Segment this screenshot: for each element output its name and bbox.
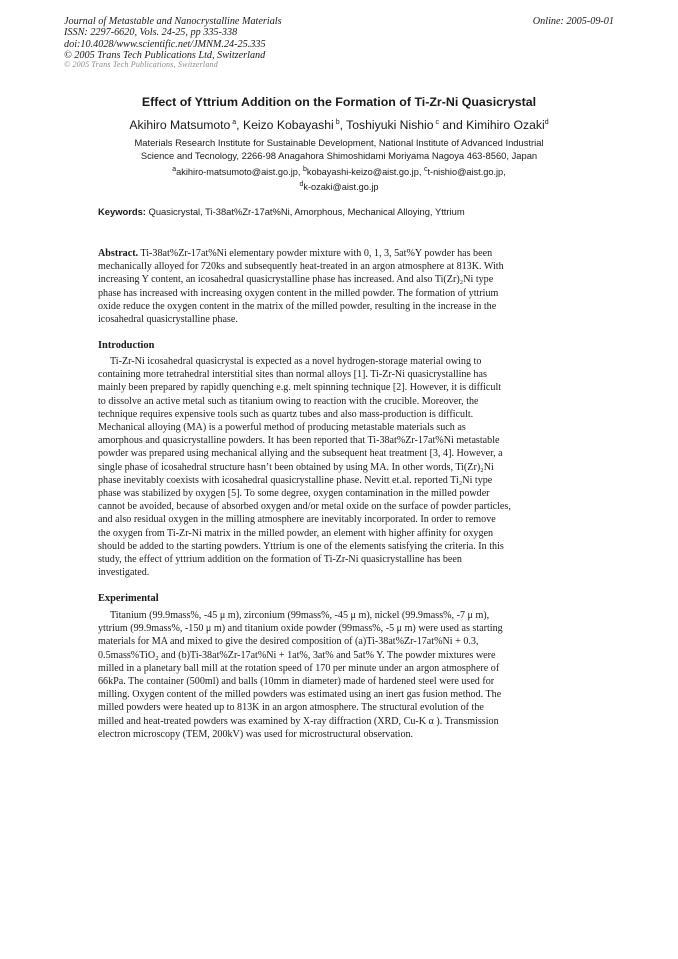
intro-line: the oxygen from Ti-Zr-Ni matrix in the milled powder, an element with higher affinity for oxygen xyxy=(98,527,494,539)
keywords xyxy=(98,206,598,217)
author-name: Akihiro Matsumoto xyxy=(129,118,231,132)
intro-line: single phase of icosahedral structure hasn’t been obtained by using MA. In other words, Ti(Zr)₂Ni xyxy=(98,461,494,473)
experimental-body xyxy=(98,609,542,741)
author-list: Akihiro Matsumoto $^a$, Keizo Kobayashi $^b$, Toshiyuki Nishio $^c$ and Kimihiro Ozaki$^d$ xyxy=(129,118,549,132)
online-date: Online: 2005-09-01 xyxy=(532,16,614,27)
author-name: Toshiyuki Nishio xyxy=(346,118,434,132)
intro-line: amorphous and quasicrystalline powders. It has been reported that Ti-38at%Zr-17at%Ni metastable xyxy=(98,435,500,447)
issn-line: ISSN: 2297-6620, Vols. 24-25, pp 335-338 xyxy=(64,27,238,39)
exp-line: milling. Oxygen content of the milled powders was estimated using an inert gas fusion method. The xyxy=(98,689,502,701)
keywords-text: Quasicrystal, Ti-38at%Zr-17at%Ni, Amorphous, Mechanical Alloying, Yttrium xyxy=(145,206,465,217)
journal-name: Journal of Metastable and Nanocrystalline Materials xyxy=(64,16,282,27)
email-link[interactable]: kobayashi-keizo@aist.go.jp, xyxy=(306,167,424,178)
introduction-heading: Introduction xyxy=(98,340,155,351)
intro-line: study, the effect of yttrium addition on the formation of Ti-Zr-Ni quasicrystalline has been xyxy=(98,554,462,566)
intro-line: powder was prepared using mechanical allying and the subsequent heat treatment [3, 4]. However, a xyxy=(98,448,503,460)
author-mark: b xyxy=(302,166,307,173)
affiliation-line: Materials Research Institute for Sustainable Development, National Institute of Advanced Industrial xyxy=(134,137,544,148)
intro-line: cannot be avoided, because of absorbed oxygen and/or metal oxide on the surface of powder particles, xyxy=(98,501,511,513)
intro-line: Mechanical alloying (MA) is a powerful method of producing metastable materials such as xyxy=(98,422,466,434)
exp-line: yttrium (99.9mass%, -150 μ m) and titanium oxide powder (99mass%, -5 μ m) were used as starting xyxy=(98,623,503,635)
journal-header xyxy=(64,16,620,69)
intro-line: investigated. xyxy=(98,567,150,579)
author-mark: d xyxy=(544,118,549,126)
intro-line: phase inevitably coexists with icosahedral quasicrystalline phase. Nevitt et.al. reported Ti₂Ni type xyxy=(98,474,493,486)
abstract-line: mechanically alloyed for 720ks and subsequently heat-treated in an argon atmosphere at 813K. With xyxy=(98,261,504,273)
intro-line: phase was stabilized by oxygen [5]. To some degree, oxygen contamination in the milled powder xyxy=(98,488,490,500)
abstract-line: phase has increased with increasing oxygen content in the milled powder. The formation of yttrium xyxy=(98,287,499,299)
affiliation-line: Science and Tecnology, 2266-98 Anagahora Shimoshidami Moriyama Nagoya 463-8560, Japan xyxy=(140,149,538,161)
exp-line: milled powders were heated up to 813K in an argon atmosphere. The structural evolution of the xyxy=(98,702,484,714)
exp-line: milled in a planetary ball mill at the rotation speed of 170 per minute under an argon atmosphere of xyxy=(98,662,500,674)
exp-line: Titanium (99.9mass%, -45 μ m), zirconium (99mass%, -45 μ m), nickel (99.9mass%, -7 μ m), xyxy=(110,610,490,621)
paper-title: Effect of Yttrium Addition on the Formation of Ti-Zr-Ni Quasicrystal xyxy=(141,95,537,109)
affiliation xyxy=(0,137,678,162)
abstract-line: oxide reduce the oxygen content in the matrix of the milled powder, resulting in the increase in the xyxy=(98,300,497,312)
author-mark: b xyxy=(335,118,340,126)
exp-line: materials for MA and mixed to give the desired composition of (a)Ti-38at%Zr-17at%Ni + 0.3, xyxy=(98,636,479,648)
intro-line: Ti-Zr-Ni icosahedral quasicrystal is expected as a novel hydrogen-storage material owing to xyxy=(110,356,482,367)
author-emails xyxy=(0,164,678,193)
abstract: Abstract. Ti-38at%Zr-17at%Ni elementary powder mixture with 0, 1, 3, 5at%Y powder has been mechanically alloyed for 720ks and subsequently heat-treated in an argon atmosphere at 813K. With increasing Y content, an icosahedral quasicrystalline phase has increased. And also Ti(Zr)₂Ni type phase has increased with increasing oxygen content in the milled powder. The formation of yttrium oxide reduce the oxygen content in the matrix of the milled powder, resulting in the increase in the icosahedral quasicrystalline phase. xyxy=(98,247,542,326)
intro-line: and also residual oxygen in the milling atmosphere are inevitably incorporated. In order to remove xyxy=(98,514,496,526)
author-mark: d xyxy=(299,180,304,188)
author-name: Keizo Kobayashi xyxy=(242,118,334,132)
abstract-line: increasing Y content, an icosahedral quasicrystalline phase has increased. And also Ti(Zr)₂Ni type xyxy=(98,274,494,286)
exp-line: 66kPa. The container (500ml) and balls (10mm in diameter) made of hardened steel were used for xyxy=(98,676,495,688)
intro-line: containing more tetrahedral interstitial sites than normal alloys [1]. Ti-Zr-Ni quasicrystalline has xyxy=(98,369,487,381)
exp-line: electron microscopy (TEM, 200kV) was used for microstructural observation. xyxy=(98,728,414,740)
abstract-line: icosahedral quasicrystalline phase. xyxy=(98,314,238,326)
intro-line: to dissolve an active metal such as titanium owing to reaction with the crucible. Moreover, the xyxy=(98,395,479,407)
exp-line: 0.5mass%TiO₂ and (b)Ti-38at%Zr-17at%Ni + 1at%, 3at% and 5at% Y. The powder mixtures were xyxy=(98,649,496,661)
intro-line: should be added to the starting powders. Yttrium is one of the elements satisfying the criteria. In this xyxy=(98,540,504,552)
author-name: Kimihiro Ozaki xyxy=(466,118,545,132)
email-link[interactable]: akihiro-matsumoto@aist.go.jp, xyxy=(176,167,303,178)
exp-line: milled and heat-treated powders was examined by X-ray diffraction (XRD, Cu-K α ). Transmission xyxy=(98,715,499,727)
copyright-line: © 2005 Trans Tech Publications Ltd, Switzerland xyxy=(64,50,266,62)
email-link[interactable]: t-nishio@aist.go.jp, xyxy=(427,167,506,178)
author-mark: c xyxy=(435,118,440,126)
doi-line: doi:10.4028/www.scientific.net/JMNM.24-25.335 xyxy=(64,38,266,50)
email-link[interactable]: k-ozaki@aist.go.jp xyxy=(303,181,379,192)
author-mark: a xyxy=(232,118,237,126)
intro-line: mainly been prepared by rapidly quenching e.g. melt spinning technique [2]. However, it is difficult xyxy=(98,382,502,394)
intro-line: technique requires expensive tools such as quartz tubes and also mass-production is difficult. xyxy=(98,408,474,420)
keywords-label: Keywords: xyxy=(98,206,146,217)
author-mark: c xyxy=(423,166,428,173)
abstract-label: Abstract. xyxy=(98,248,139,259)
author-mark: a xyxy=(172,166,177,173)
experimental-heading: Experimental xyxy=(98,593,159,604)
faint-copyright-line: © 2005 Trans Tech Publications, Switzerland xyxy=(64,59,218,69)
introduction-body xyxy=(98,355,542,579)
